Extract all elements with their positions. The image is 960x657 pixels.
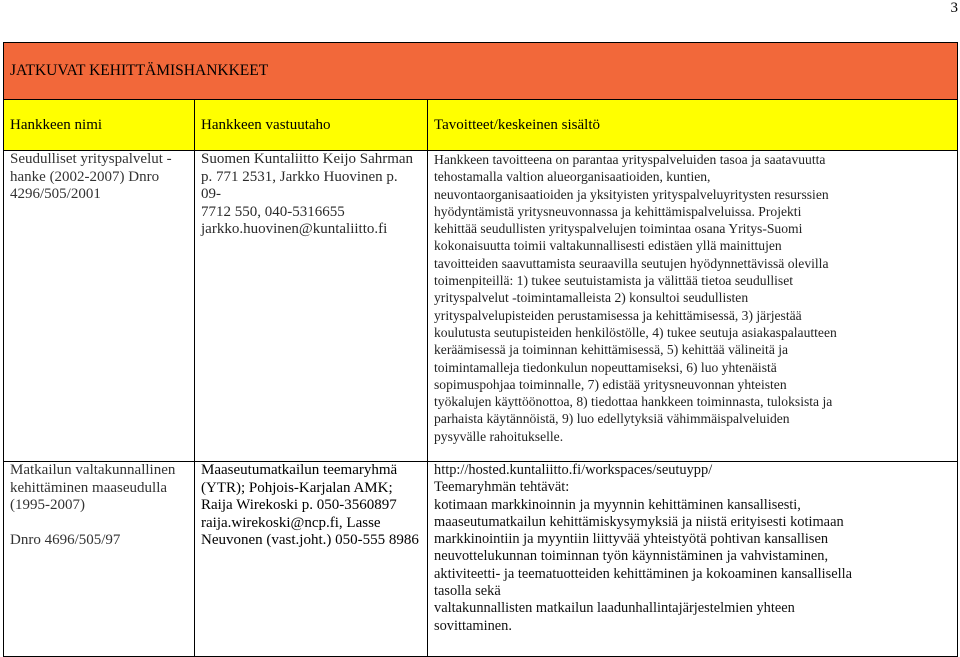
content-cell: http://hosted.kuntaliitto.fi/workspaces/seutuypp/ Teemaryhmän tehtävät: kotimaan markkinoinnin ja myynnin kehittäminen kansallisesti, maaseutumatkailun kehittämiskysymyksiä ja niistä erityisesti kotimaan markkinointiin ja myyntiin liittyvää yhteistyötä pohtivan kansallisen neuvottelukunnan toiminnan työn käynnistäminen ja vahvistaminen, aktiviteetti- ja teematuotteiden kehittäminen ja kokoaminen kansallisella tasolla sekä valtakunnallisten matkailun laadunhallintajärjestelmien yhteen sovittaminen.	[434, 462, 852, 634]
header-content: Tavoitteet/keskeinen sisältö	[428, 100, 958, 151]
project-name-cell: Seudulliset yrityspalvelut - hanke (2002-2007) Dnro 4296/505/2001	[10, 151, 172, 202]
header-project-name: Hankkeen nimi	[4, 100, 195, 151]
table-title: JATKUVAT KEHITTÄMISHANKKEET	[4, 43, 958, 100]
projects-table	[3, 42, 958, 657]
project-name-cell: Matkailun valtakunnallinen kehittäminen maaseudulla (1995-2007) Dnro 4696/505/97	[10, 462, 176, 548]
responsible-cell: Maaseutumatkailun teemaryhmä (YTR); Pohjois-Karjalan AMK; Raija Wirekoski p. 050-3560897 raija.wirekoski@ncp.fi, Lasse Neuvonen (vast.joht.) 050-555 8986	[201, 462, 419, 548]
page-number: 3	[950, 0, 958, 16]
content-cell: Hankkeen tavoitteena on parantaa yrityspalveluiden tasoa ja saatavuutta tehostamalla valtion alueorganisaatioiden, kuntien, neuvontaorganisaatioiden ja yksityisten yrityspalveluyritysten resurssien hyödyntämistä yritysneuvonnassa ja kehittämispalveluissa. Projekti kehittää seudullisten yrityspalvelujen toimintaa osana Yritys-Suomi kokonaisuutta toimii valtakunnallisesti edistäen yllä mainittujen tavoitteiden saavuttamista seuraavilla seutujen hyödynnettävissä olevilla toimenpiteillä: 1) tukee seutuistamista ja välittää tietoa seudulliset yrityspalvelut -toimintamalleista 2) konsultoi seudullisten yrityspalvelupisteiden perustamisessa ja kehittämisessä, 3) järjestää koulutusta seutupisteiden henkilöstölle, 4) tukee seutuja asiakaspalautteen keräämisessä ja toiminnan kehittämisessä, 5) kehittää välineitä ja toimintamalleja tiedonkulun nopeuttamiseksi, 6) luo yhtenäistä sopimuspohjaa toiminnalle, 7) edistää yritysneuvonnan yhteisten työkalujen käyttöönottoa, 8) tiedottaa hankkeen toiminnasta, tuloksista ja parhaista käytännöistä, 9) luo edellytyksiä vähimmäispalveluiden pysyvälle rahoitukselle.	[434, 152, 837, 444]
table-header-row	[4, 100, 958, 151]
header-responsible: Hankkeen vastuutaho	[195, 100, 428, 151]
table-title-row	[4, 43, 958, 100]
table-row	[4, 151, 958, 462]
responsible-cell: Suomen Kuntaliitto Keijo Sahrman p. 771 2531, Jarkko Huovinen p. 09- 7712 550, 040-5316655 jarkko.huovinen@kuntaliitto.fi	[201, 151, 414, 237]
table-row	[4, 462, 958, 657]
